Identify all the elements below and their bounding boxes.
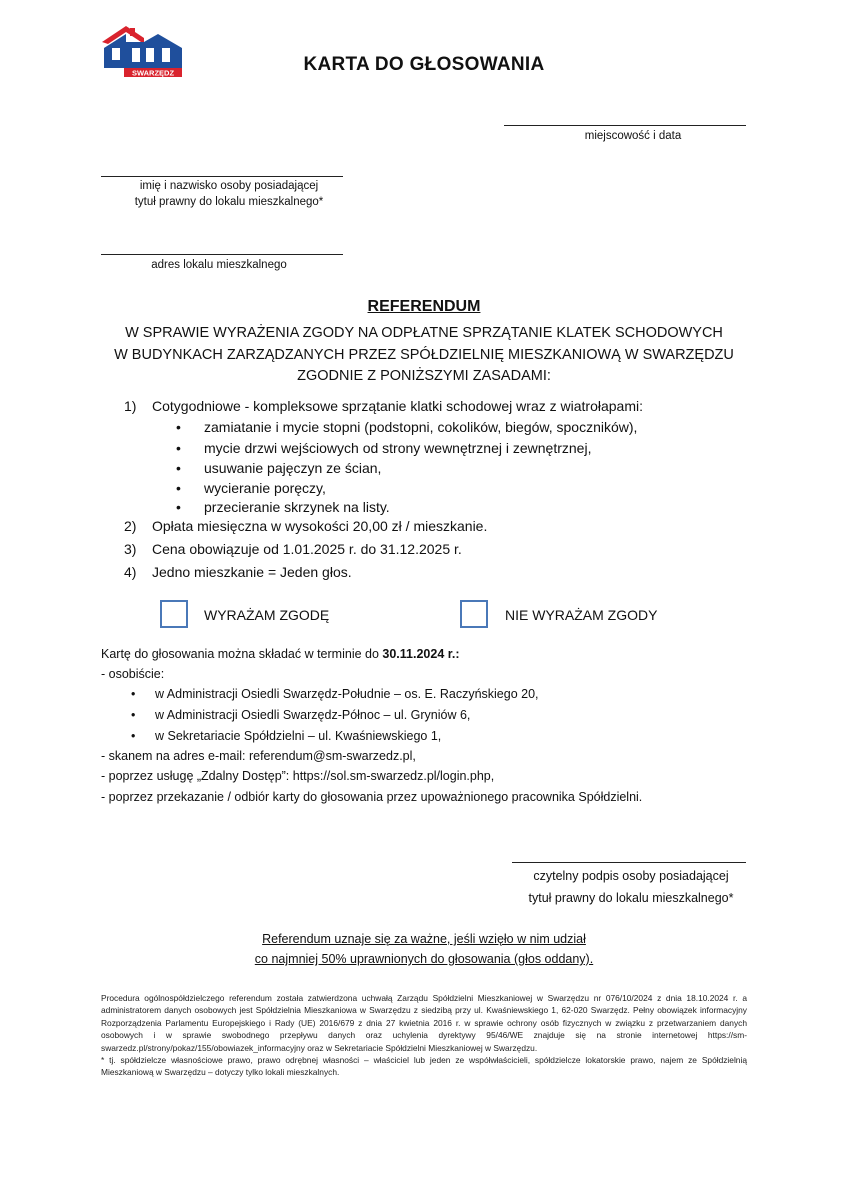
subtitle-line-2: W BUDYNKACH ZARZĄDZANYCH PRZEZ SPÓŁDZIELNIĘ MIESZKANIOWĄ W SWARZĘDZU	[114, 346, 734, 363]
logo-text: SWARZĘDZ	[131, 68, 175, 78]
footnote-note: * tj. spółdzielcze własnościowe prawo, prawo odrębnej własności – właściciel lub jeden ze współwłaścicieli, spółdzielcze lokatorskie prawo, najem ze Spółdzielnią Mieszkaniową w Swarzędzu – dotyczy tylko lokali mieszkalnych.	[101, 1055, 747, 1078]
submission-intro-line	[101, 647, 460, 661]
owner-label-line1: imię i nazwisko osoby posiadającej	[139, 180, 319, 192]
bullet-icon: •	[176, 460, 181, 476]
place-2: w Administracji Osiedli Swarzędz-Północ – ul. Gryniów 6,	[155, 708, 471, 722]
rule-text-1: Cotygodniowe - kompleksowe sprzątanie klatki schodowej wraz z wiatrołapami:	[152, 398, 643, 414]
rule-number-4: 4)	[124, 564, 137, 580]
subitem-2: mycie drzwi wejściowych od strony wewnętrznej i zewnętrznej,	[204, 440, 592, 456]
page-title: KARTA DO GŁOSOWANIA	[303, 54, 545, 75]
rule-number-1: 1)	[124, 398, 137, 414]
bullet-icon: •	[131, 687, 136, 701]
subtitle-line-3: ZGODNIE Z PONIŻSZYMI ZASADAMI:	[297, 368, 551, 384]
subitem-4: wycieranie poręczy,	[204, 480, 326, 496]
submission-courier: - poprzez przekazanie / odbiór karty do głosowania przez upoważnionego pracownika Spółdzielni.	[101, 790, 643, 804]
bullet-icon: •	[176, 480, 181, 496]
rule-number-2: 2)	[124, 518, 137, 534]
subitem-1: zamiatanie i mycie stopni (podstopni, cokolików, biegów, spoczników),	[204, 419, 638, 435]
submission-deadline: 30.11.2024 r.:	[382, 647, 460, 661]
disagree-label: NIE WYRAŻAM ZGODY	[505, 607, 658, 623]
signature-label-1: czytelny podpis osoby posiadającej	[533, 869, 729, 883]
referendum-title: REFERENDUM	[367, 298, 481, 315]
address-label: adres lokalu mieszkalnego	[151, 259, 287, 271]
validity-line-2: co najmniej 50% uprawnionych do głosowania (głos oddany).	[254, 952, 594, 966]
bullet-icon: •	[176, 440, 181, 456]
bullet-icon: •	[176, 419, 181, 435]
submission-personal: - osobiście:	[101, 667, 165, 681]
place-date-line[interactable]	[504, 125, 746, 126]
owner-label-line2: tytuł prawny do lokalu mieszkalnego*	[134, 196, 324, 208]
agree-label: WYRAŻAM ZGODĘ	[204, 607, 330, 623]
subitem-5: przecieranie skrzynek na listy.	[204, 499, 390, 515]
subtitle-line-1: W SPRAWIE WYRAŻENIA ZGODY NA ODPŁATNE SPRZĄTANIE KLATEK SCHODOWYCH	[125, 325, 723, 341]
signature-label-2: tytuł prawny do lokalu mieszkalnego*	[528, 891, 734, 905]
address-line[interactable]	[101, 254, 343, 255]
agree-checkbox[interactable]	[160, 600, 188, 628]
subitem-3: usuwanie pajęczyn ze ścian,	[204, 460, 382, 476]
referendum-subtitle	[0, 323, 848, 388]
footnote-procedure: Procedura ogólnospółdzielczego referendum została zatwierdzona uchwałą Zarządu Spółdzielni Mieszkaniowej w Swarzędzu nr 076/10/2024 z dnia 18.10.2024 r. a administratorem danych osobowych jest Spółdzielnia Mieszkaniowa w Swarzędzu z siedzibą przy ul. Kwaśniewskiego 1, 62-020 Swarzędz. Pełny obowiązek informacyjny Rozporządzenia Parlamentu Europejskiego i Rady (UE) 2016/679 z dnia 27 kwietnia 2016 r. w sprawie ochrony osób fizycznych w związku z przetwarzaniem danych osobowych i w sprawie swobodnego przepływu danych oraz uchylenia dyrektywy 95/46/WE znajduje się na stronie internetowej https://sm-swarzedz.pl/strony/pokaz/155/obowiazek_informacyjny oraz w Sekretariacie Spółdzielni Mieszkaniowej w Swarzędzu.	[101, 993, 747, 1053]
submission-intro: Kartę do głosowania można składać w terminie do	[101, 647, 383, 661]
rule-text-2: Opłata miesięczna w wysokości 20,00 zł / mieszkanie.	[152, 518, 488, 534]
submission-online: - poprzez usługę „Zdalny Dostęp”: https://sol.sm-swarzedz.pl/login.php,	[101, 769, 495, 783]
rule-text-3: Cena obowiązuje od 1.01.2025 r. do 31.12.2025 r.	[152, 541, 462, 557]
rule-text-4: Jedno mieszkanie = Jeden głos.	[152, 564, 352, 580]
bullet-icon: •	[131, 708, 136, 722]
bullet-icon: •	[131, 729, 136, 743]
submission-email: - skanem na adres e-mail: referendum@sm-swarzedz.pl,	[101, 749, 416, 763]
place-3: w Sekretariacie Spółdzielni – ul. Kwaśniewskiego 1,	[155, 729, 442, 743]
signature-line[interactable]	[512, 862, 746, 863]
validity-line-1: Referendum uznaje się za ważne, jeśli wzięło w nim udział	[262, 932, 586, 946]
footnote	[101, 992, 747, 1079]
rule-number-3: 3)	[124, 541, 137, 557]
bullet-icon: •	[176, 499, 181, 515]
place-1: w Administracji Osiedli Swarzędz-Południe – os. E. Raczyńskiego 20,	[155, 687, 539, 701]
place-date-label: miejscowość i data	[584, 130, 682, 142]
disagree-checkbox[interactable]	[460, 600, 488, 628]
owner-name-line[interactable]	[101, 176, 343, 177]
